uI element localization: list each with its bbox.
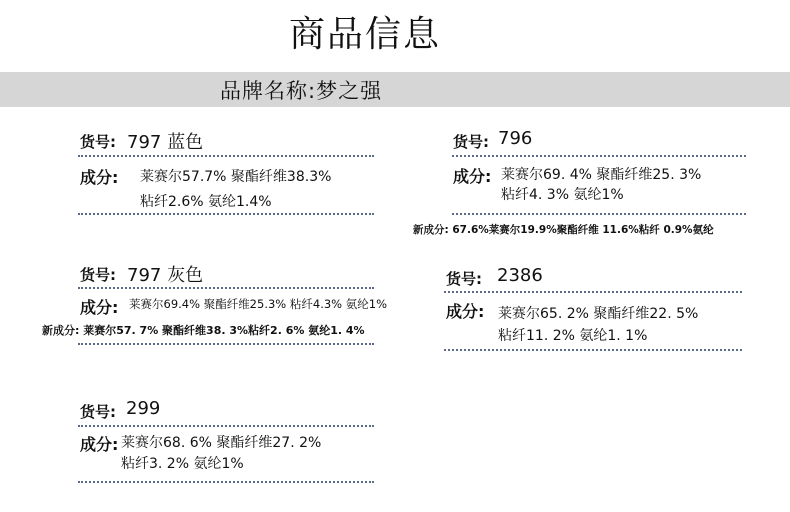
code-label: 货号: <box>80 266 116 284</box>
new-composition: 新成分: 莱赛尔57. 7% 聚酯纤维38. 3%粘纤2. 6% 氨纶1. 4% <box>42 324 365 337</box>
brand-line <box>220 75 382 105</box>
composition-line-1: 莱赛尔65. 2% 聚酯纤维22. 5% <box>498 306 699 322</box>
code-value: 299 <box>126 398 161 419</box>
composition-label: 成分: <box>446 302 485 321</box>
code-value: 796 <box>498 128 533 149</box>
code-value: 2386 <box>497 265 543 286</box>
composition-line-1: 莱赛尔57.7% 聚酯纤维38.3% <box>140 169 332 185</box>
composition-line-1: 莱赛尔69.4% 聚酯纤维25.3% 粘纤4.3% 氨纶1% <box>129 297 387 311</box>
dotted-divider <box>444 349 742 351</box>
composition-line-2: 粘纤3. 2% 氨纶1% <box>121 456 244 472</box>
dotted-divider <box>78 343 374 345</box>
composition-line-2: 粘纤2.6% 氨纶1.4% <box>140 194 272 210</box>
composition-label: 成分: <box>80 168 119 187</box>
code-label: 货号: <box>453 133 489 151</box>
code-value: 797 灰色 <box>127 265 204 286</box>
code-label: 货号: <box>80 133 116 151</box>
composition-label: 成分: <box>80 435 119 454</box>
composition-line-1: 莱赛尔69. 4% 聚酯纤维25. 3% <box>501 167 702 183</box>
page-title: 商品信息 <box>288 14 441 55</box>
code-label: 货号: <box>80 403 116 421</box>
composition-line-1: 莱赛尔68. 6% 聚酯纤维27. 2% <box>121 435 322 451</box>
code-label: 货号: <box>446 270 482 288</box>
dotted-divider <box>78 425 374 427</box>
dotted-divider <box>78 213 374 215</box>
brand-label: 品牌名称 <box>220 79 308 103</box>
new-composition: 新成分: 67.6%莱赛尔19.9%聚酯纤维 11.6%粘纤 0.9%氨纶 <box>413 224 714 236</box>
composition-line-2: 粘纤11. 2% 氨纶1. 1% <box>498 328 648 344</box>
composition-label: 成分: <box>453 167 492 186</box>
dotted-divider <box>78 481 374 483</box>
brand-value: 梦之强 <box>316 79 383 103</box>
dotted-divider <box>78 155 374 157</box>
brand-bar <box>0 72 790 107</box>
composition-label: 成分: <box>80 298 119 317</box>
dotted-divider <box>452 213 746 215</box>
dotted-divider <box>444 291 742 293</box>
dotted-divider <box>78 287 374 289</box>
brand-colon: : <box>308 79 317 103</box>
composition-line-2: 粘纤4. 3% 氨纶1% <box>501 187 624 203</box>
dotted-divider <box>452 155 746 157</box>
code-value: 797 蓝色 <box>127 132 204 153</box>
